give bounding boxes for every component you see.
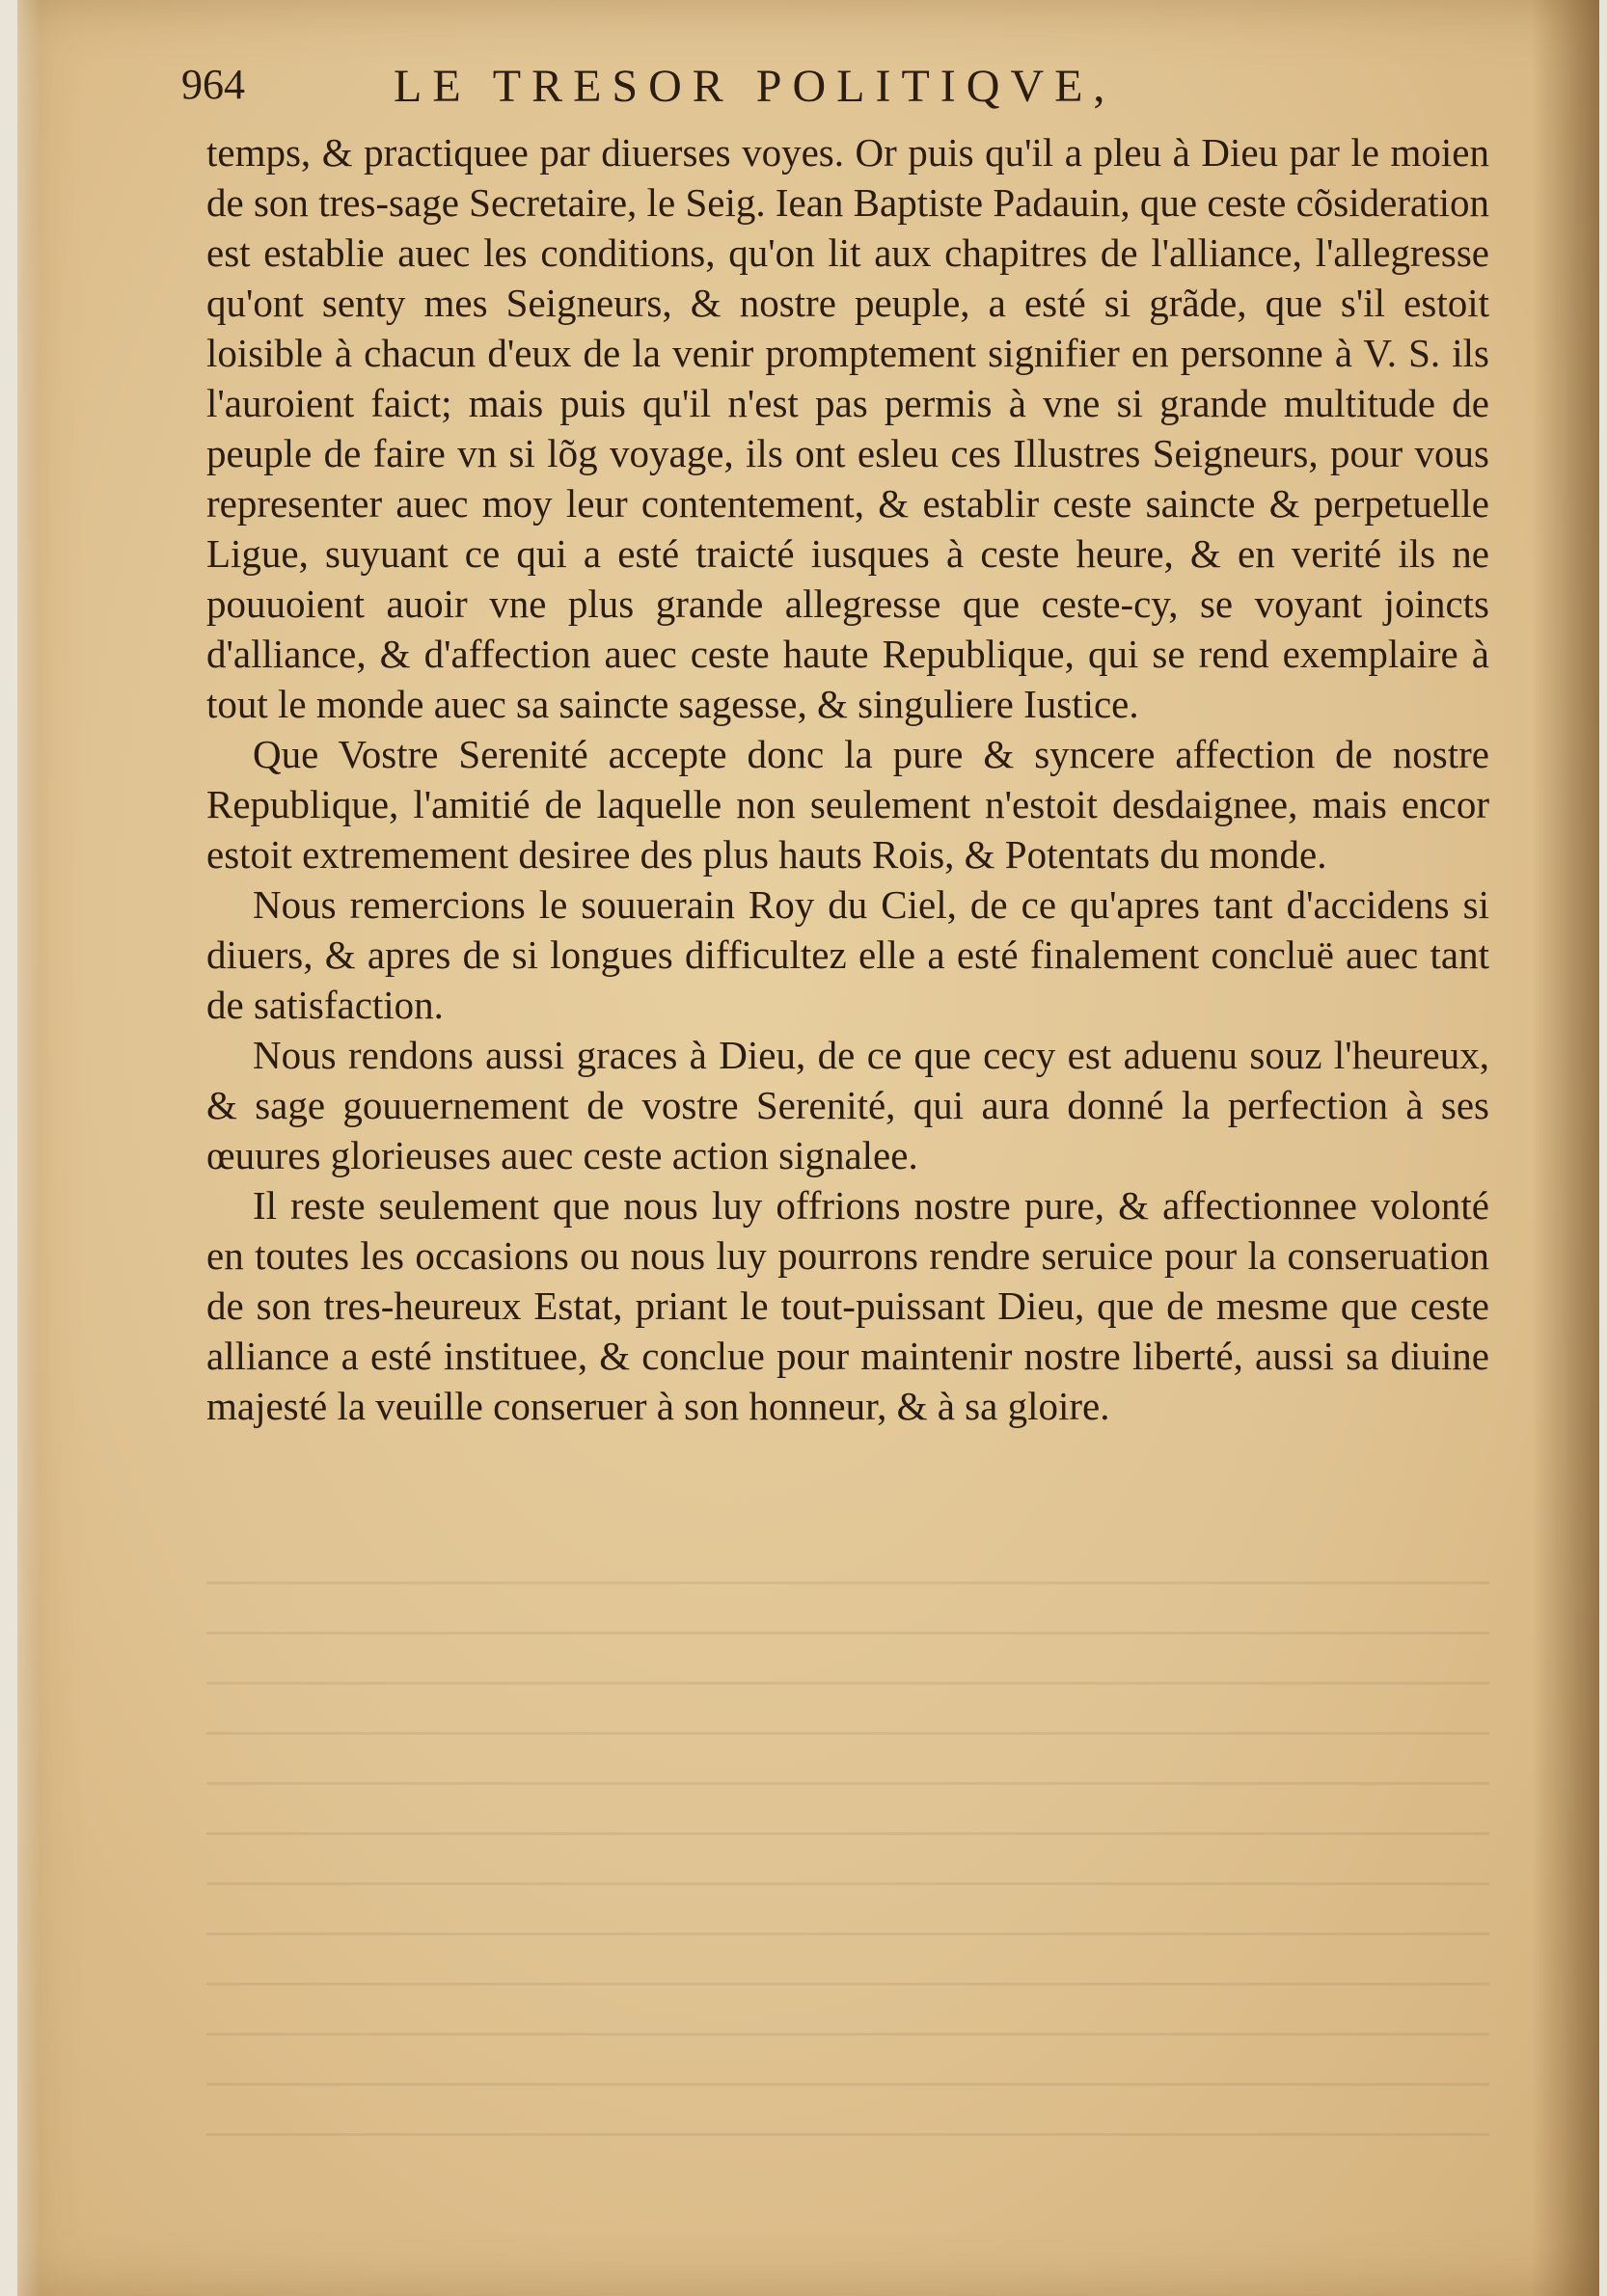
running-title: LE TRESOR POLITIQVE, <box>394 61 1116 112</box>
page-header <box>181 60 1512 127</box>
gutter-shadow <box>1532 0 1599 2296</box>
paragraph: Nous remercions le souuerain Roy du Ciel, de ce qu'apres tant d'accidens si diuers, & apres de si longues difficultez elle a esté finalement concluë auec tant de satisfaction. <box>206 882 1489 1027</box>
paragraph: Il reste seulement que nous luy offrions nostre pure, & affectionnee volonté en toutes les occasions ou nous luy pourrons rendre seruice pour la conseruation de son tres-heureux Estat, priant le tout-puissant Dieu, que de mesme que ceste alliance a esté instituee, & conclue pour maintenir nostre liberté, aussi sa diuine majesté la veuille conseruer à son honneur, & à sa gloire. <box>206 1183 1489 1428</box>
paragraph: Que Vostre Serenité accepte donc la pure & syncere affection de nostre Republique, l'amitié de laquelle non seulement n'estoit desdaignee, mais encor estoit extremement desiree des plus hauts Rois, & Potentats du monde. <box>206 732 1489 877</box>
body-text <box>206 127 1489 1431</box>
page-number: 964 <box>181 61 245 108</box>
paragraph: temps, & practiquee par diuerses voyes. Or puis qu'il a pleu à Dieu par le moien de son tres-sage Secretaire, le Seig. Iean Baptiste Padauin, que ceste cõsideration est establie auec les conditions, qu'on lit aux chapitres de l'alliance, l'allegresse qu'ont senty mes Seigneurs, & nostre peuple, a esté si grãde, que s'il estoit loisible à chacun d'eux de la venir promptement signifier en personne à V. S. ils l'auroient faict; mais puis qu'il n'est pas permis à vne si grande multitude de peuple de faire vn si lõg voyage, ils ont esleu ces Illustres Seigneurs, pour vous representer auec moy leur contentement, & establir ceste saincte & perpetuelle Ligue, suyuant ce qui a esté traicté iusques à ceste heure, & en verité ils ne pouuoient auoir vne plus grande allegresse que ceste-cy, se voyant joincts d'alliance, & d'affection auec ceste haute Republique, qui se rend exemplaire à tout le monde auec sa saincte sagesse, & singuliere Iustice. <box>206 130 1489 726</box>
book-page <box>17 0 1599 2296</box>
show-through-bleed <box>206 1581 1489 2160</box>
paragraph: Nous rendons aussi graces à Dieu, de ce que cecy est aduenu souz l'heureux, & sage gouuernement de vostre Serenité, qui aura donné la perfection à ses œuures glorieuses auec ceste action signalee. <box>206 1033 1489 1177</box>
page-edge-highlight <box>17 0 41 2296</box>
